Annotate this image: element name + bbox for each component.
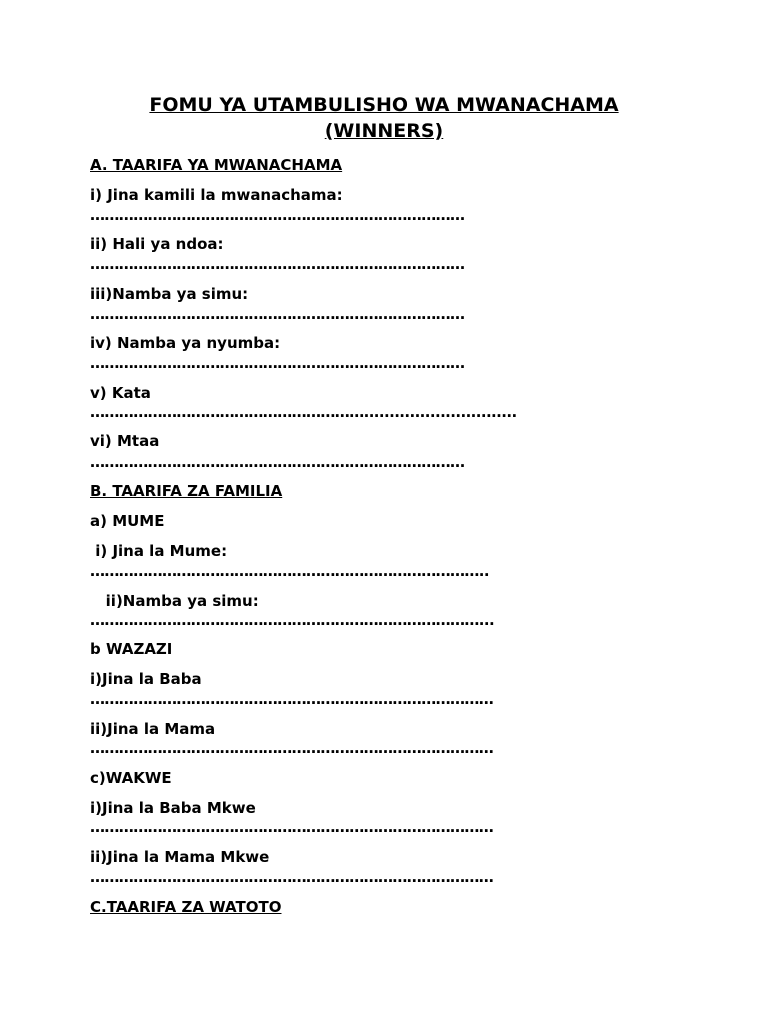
field-label-full-name: i) Jina kamili la mwanachama:	[90, 186, 343, 204]
field-blank-full-name[interactable]: ……………………………………………………………………	[90, 206, 465, 224]
section-a-heading: A. TAARIFA YA MWANACHAMA	[90, 156, 343, 174]
section-b-heading: B. TAARIFA ZA FAMILIA	[90, 482, 283, 500]
field-label-street: vi) Mtaa	[90, 432, 160, 450]
section-c-heading: C.TAARIFA ZA WATOTO	[90, 898, 282, 916]
field-label-mother-name: ii)Jina la Mama	[90, 720, 216, 738]
form-subtitle: (WINNERS)	[324, 120, 444, 142]
field-label-phone: iii)Namba ya simu:	[90, 285, 249, 303]
field-blank-house-number[interactable]: ……………………………………………………………………	[90, 354, 465, 372]
field-blank-mother-in-law[interactable]: …………………………………………………………………………	[90, 868, 494, 886]
field-blank-husband-phone[interactable]: ………………………………………………………………………...	[90, 611, 495, 629]
field-label-father-name: i)Jina la Baba	[90, 670, 202, 688]
field-label-husband-phone: ii)Namba ya simu:	[90, 592, 259, 610]
field-label-house-number: iv) Namba ya nyumba:	[90, 334, 281, 352]
field-blank-phone[interactable]: ……………………………………………………………………	[90, 305, 465, 323]
field-label-father-in-law: i)Jina la Baba Mkwe	[90, 799, 256, 817]
form-title: FOMU YA UTAMBULISHO WA MWANACHAMA	[149, 94, 619, 116]
field-blank-husband-name[interactable]: ………………………………………………………………………..	[90, 562, 489, 580]
field-blank-father-in-law[interactable]: …………………………………………………………………………	[90, 818, 494, 836]
field-blank-ward[interactable]: …………………………………………………..............................	[90, 403, 517, 421]
field-label-mother-in-law: ii)Jina la Mama Mkwe	[90, 848, 270, 866]
field-label-marital-status: ii) Hali ya ndoa:	[90, 235, 224, 253]
subsection-wazazi-heading: b WAZAZI	[90, 640, 173, 658]
subsection-wakwe-heading: c)WAKWE	[90, 769, 172, 787]
field-blank-marital-status[interactable]: ……………………………………………………………………	[90, 255, 465, 273]
field-blank-mother-name[interactable]: …………………………………………………………………………	[90, 739, 494, 757]
field-blank-father-name[interactable]: …………………………………………………………………………	[90, 690, 494, 708]
field-label-husband-name: i) Jina la Mume:	[90, 542, 228, 560]
field-blank-street[interactable]: ……………………………………………………………………	[90, 453, 465, 471]
field-label-ward: v) Kata	[90, 384, 151, 402]
subsection-mume-heading: a) MUME	[90, 512, 165, 530]
